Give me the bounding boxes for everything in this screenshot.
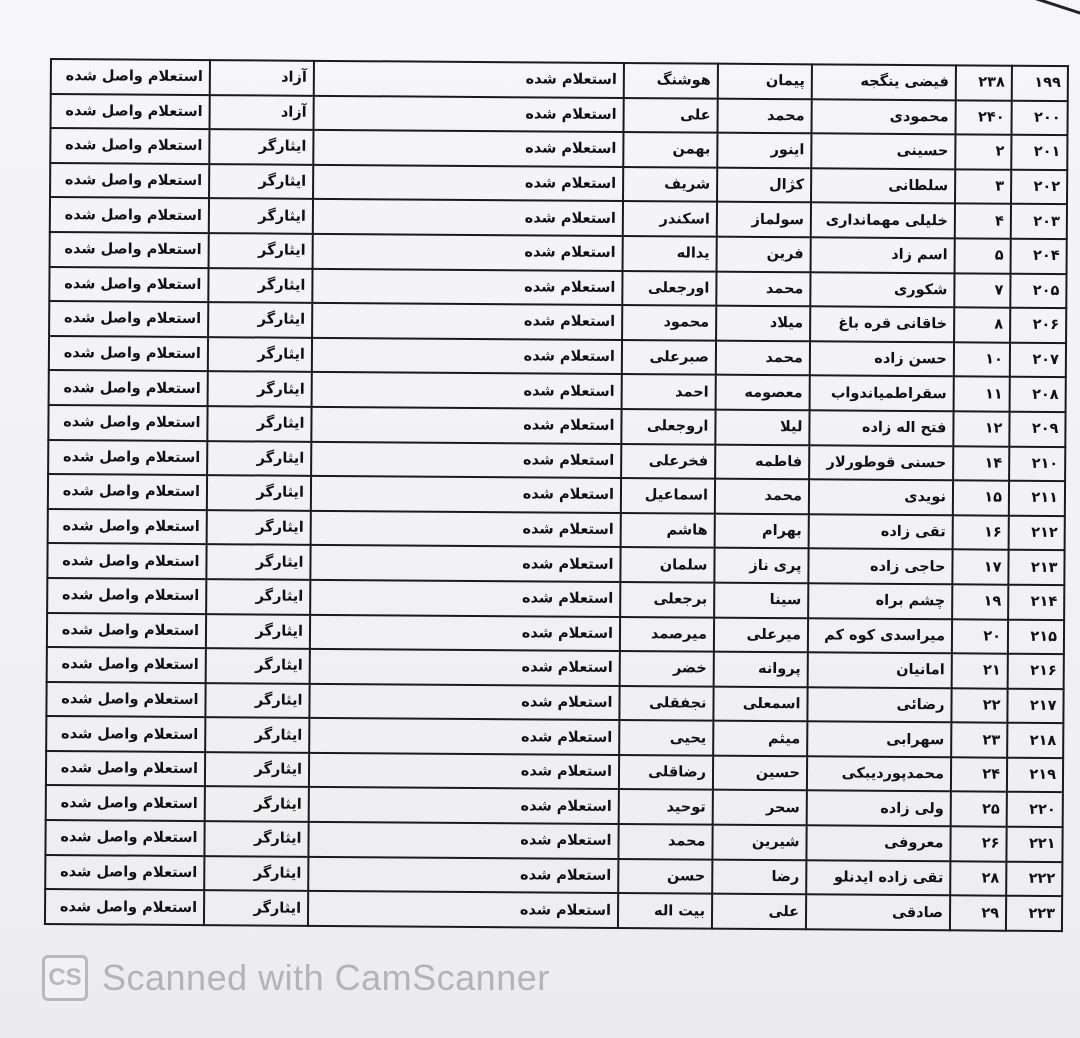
row-number-cell: ۲۲۳ bbox=[1006, 896, 1062, 931]
status-cell: استعلام واصل شده bbox=[49, 301, 208, 337]
code-cell: ۲ bbox=[955, 135, 1011, 170]
inquiry-cell: استعلام شده bbox=[313, 234, 623, 271]
last-name-cell: حسنی قوطورلار bbox=[809, 445, 953, 481]
category-cell: ایثارگر bbox=[209, 233, 313, 268]
father-name-cell: فخرعلی bbox=[621, 444, 715, 479]
inquiry-cell: استعلام شده bbox=[312, 372, 622, 409]
code-cell: ۲۶ bbox=[950, 826, 1006, 861]
first-name-cell: بهرام bbox=[715, 513, 809, 548]
father-name-cell: یداله bbox=[623, 236, 717, 271]
code-cell: ۲۴۰ bbox=[955, 100, 1011, 135]
inquiry-cell: استعلام شده bbox=[308, 856, 618, 893]
status-cell: استعلام واصل شده bbox=[49, 267, 208, 303]
last-name-cell: فیضی ینگجه bbox=[812, 64, 956, 100]
first-name-cell: محمد bbox=[717, 98, 811, 133]
first-name-cell: محمد bbox=[715, 479, 809, 514]
father-name-cell: صبرعلی bbox=[622, 340, 716, 375]
first-name-cell: پیمان bbox=[718, 64, 812, 99]
status-cell: استعلام واصل شده bbox=[46, 785, 205, 821]
inquiry-cell: استعلام شده bbox=[313, 199, 623, 236]
inquiry-cell: استعلام شده bbox=[313, 165, 623, 202]
code-cell: ۱۶ bbox=[953, 515, 1009, 550]
row-number-cell: ۱۹۹ bbox=[1012, 66, 1068, 101]
row-number-cell: ۲۱۶ bbox=[1008, 654, 1064, 689]
father-name-cell: توحید bbox=[619, 789, 713, 824]
first-name-cell: فرین bbox=[717, 237, 811, 272]
category-cell: ایثارگر bbox=[207, 406, 311, 441]
father-name-cell: محمد bbox=[618, 824, 712, 859]
last-name-cell: معروفی bbox=[806, 825, 950, 861]
father-name-cell: احمد bbox=[622, 374, 716, 409]
inquiry-cell: استعلام شده bbox=[309, 684, 619, 721]
first-name-cell: سینا bbox=[714, 583, 808, 618]
row-number-cell: ۲۱۹ bbox=[1007, 758, 1063, 793]
inquiry-cell: استعلام شده bbox=[310, 649, 620, 686]
row-number-cell: ۲۰۸ bbox=[1010, 377, 1066, 412]
father-name-cell: یحیی bbox=[619, 720, 713, 755]
last-name-cell: خاقانی قره باغ bbox=[810, 306, 954, 342]
category-cell: ایثارگر bbox=[206, 544, 310, 579]
last-name-cell: امانیان bbox=[808, 652, 952, 688]
roster-table bbox=[44, 58, 1069, 932]
inquiry-cell: استعلام شده bbox=[313, 130, 623, 167]
inquiry-cell: استعلام شده bbox=[308, 891, 618, 928]
last-name-cell: رضائی bbox=[807, 687, 951, 723]
status-cell: استعلام واصل شده bbox=[47, 612, 206, 648]
last-name-cell: اسم زاد bbox=[811, 237, 955, 273]
row-number-cell: ۲۱۱ bbox=[1009, 481, 1065, 516]
table-row bbox=[45, 889, 1062, 931]
code-cell: ۵ bbox=[955, 238, 1011, 273]
code-cell: ۷ bbox=[954, 273, 1010, 308]
code-cell: ۱۰ bbox=[954, 342, 1010, 377]
father-name-cell: اسماعیل bbox=[621, 478, 715, 513]
last-name-cell: حاجی زاده bbox=[808, 549, 952, 585]
category-cell: آزاد bbox=[210, 95, 314, 130]
watermark-text: Scanned with CamScanner bbox=[102, 957, 550, 998]
code-cell: ۱۴ bbox=[953, 446, 1009, 481]
first-name-cell: رضا bbox=[712, 859, 806, 894]
row-number-cell: ۲۱۵ bbox=[1008, 619, 1064, 654]
father-name-cell: اورجعلی bbox=[622, 271, 716, 306]
code-cell: ۲۰ bbox=[952, 619, 1008, 654]
inquiry-cell: استعلام شده bbox=[311, 441, 621, 478]
first-name-cell: میثم bbox=[713, 721, 807, 756]
row-number-cell: ۲۱۴ bbox=[1008, 585, 1064, 620]
row-number-cell: ۲۱۸ bbox=[1007, 723, 1063, 758]
category-cell: ایثارگر bbox=[206, 579, 310, 614]
code-cell: ۳ bbox=[955, 169, 1011, 204]
row-number-cell: ۲۰۴ bbox=[1011, 239, 1067, 274]
category-cell: ایثارگر bbox=[206, 614, 310, 649]
father-name-cell: اسکندر bbox=[623, 201, 717, 236]
code-cell: ۲۸ bbox=[950, 861, 1006, 896]
first-name-cell: حسین bbox=[713, 756, 807, 791]
category-cell: ایثارگر bbox=[208, 337, 312, 372]
first-name-cell: میرعلی bbox=[714, 617, 808, 652]
father-name-cell: اروجعلی bbox=[621, 409, 715, 444]
category-cell: ایثارگر bbox=[204, 890, 308, 925]
category-cell: ایثارگر bbox=[205, 717, 309, 752]
code-cell: ۲۹ bbox=[950, 896, 1006, 931]
inquiry-cell: استعلام شده bbox=[311, 511, 621, 548]
first-name-cell: سولماز bbox=[717, 202, 811, 237]
first-name-cell: معصومه bbox=[716, 375, 810, 410]
category-cell: ایثارگر bbox=[204, 856, 308, 891]
father-name-cell: شریف bbox=[623, 167, 717, 202]
inquiry-cell: استعلام شده bbox=[312, 268, 622, 305]
last-name-cell: چشم براه bbox=[808, 583, 952, 619]
father-name-cell: علی bbox=[623, 98, 717, 133]
father-name-cell: برجعلی bbox=[620, 582, 714, 617]
status-cell: استعلام واصل شده bbox=[45, 889, 204, 925]
category-cell: ایثارگر bbox=[209, 129, 313, 164]
first-name-cell: میلاد bbox=[716, 306, 810, 341]
row-number-cell: ۲۰۹ bbox=[1009, 412, 1065, 447]
row-number-cell: ۲۱۰ bbox=[1009, 446, 1065, 481]
roster-body bbox=[45, 59, 1068, 931]
first-name-cell: اسمعلی bbox=[713, 686, 807, 721]
last-name-cell: تقی زاده ایدنلو bbox=[806, 860, 950, 896]
category-cell: ایثارگر bbox=[207, 441, 311, 476]
last-name-cell: سلطانی bbox=[811, 168, 955, 204]
father-name-cell: نجفقلی bbox=[619, 686, 713, 721]
code-cell: ۲۱ bbox=[952, 653, 1008, 688]
row-number-cell: ۲۰۶ bbox=[1010, 308, 1066, 343]
category-cell: ایثارگر bbox=[209, 198, 313, 233]
code-cell: ۲۳۸ bbox=[956, 65, 1012, 100]
category-cell: ایثارگر bbox=[206, 648, 310, 683]
inquiry-cell: استعلام شده bbox=[312, 338, 622, 375]
status-cell: استعلام واصل شده bbox=[48, 509, 207, 545]
inquiry-cell: استعلام شده bbox=[310, 614, 620, 651]
inquiry-cell: استعلام شده bbox=[308, 822, 618, 859]
inquiry-cell: استعلام شده bbox=[311, 476, 621, 513]
last-name-cell: میراسدی کوه کم bbox=[808, 618, 952, 654]
row-number-cell: ۲۰۳ bbox=[1011, 204, 1067, 239]
inquiry-cell: استعلام شده bbox=[311, 407, 621, 444]
status-cell: استعلام واصل شده bbox=[50, 232, 209, 268]
code-cell: ۱۱ bbox=[954, 377, 1010, 412]
status-cell: استعلام واصل شده bbox=[48, 474, 207, 510]
last-name-cell: سهرابی bbox=[807, 722, 951, 758]
category-cell: آزاد bbox=[210, 60, 314, 95]
inquiry-cell: استعلام شده bbox=[314, 61, 624, 98]
status-cell: استعلام واصل شده bbox=[50, 197, 209, 233]
first-name-cell: اینور bbox=[717, 133, 811, 168]
row-number-cell: ۲۱۷ bbox=[1007, 688, 1063, 723]
category-cell: ایثارگر bbox=[207, 475, 311, 510]
row-number-cell: ۲۲۲ bbox=[1006, 861, 1062, 896]
row-number-cell: ۲۲۱ bbox=[1006, 827, 1062, 862]
status-cell: استعلام واصل شده bbox=[51, 59, 210, 95]
inquiry-cell: استعلام شده bbox=[309, 753, 619, 790]
first-name-cell: محمد bbox=[716, 271, 810, 306]
first-name-cell: سحر bbox=[713, 790, 807, 825]
code-cell: ۱۵ bbox=[953, 480, 1009, 515]
first-name-cell: کژال bbox=[717, 167, 811, 202]
first-name-cell: محمد bbox=[716, 340, 810, 375]
father-name-cell: سلمان bbox=[620, 547, 714, 582]
last-name-cell: محمدپوردیبکی bbox=[807, 756, 951, 792]
inquiry-cell: استعلام شده bbox=[314, 95, 624, 132]
first-name-cell: پروانه bbox=[714, 652, 808, 687]
status-cell: استعلام واصل شده bbox=[48, 440, 207, 476]
last-name-cell: محمودی bbox=[811, 99, 955, 135]
father-name-cell: بهمن bbox=[623, 132, 717, 167]
status-cell: استعلام واصل شده bbox=[50, 163, 209, 199]
category-cell: ایثارگر bbox=[205, 787, 309, 822]
inquiry-cell: استعلام شده bbox=[312, 303, 622, 340]
father-name-cell: هاشم bbox=[621, 513, 715, 548]
category-cell: ایثارگر bbox=[208, 371, 312, 406]
last-name-cell: نویدی bbox=[809, 479, 953, 515]
first-name-cell: فاطمه bbox=[715, 444, 809, 479]
code-cell: ۸ bbox=[954, 307, 1010, 342]
father-name-cell: خضر bbox=[620, 651, 714, 686]
inquiry-cell: استعلام شده bbox=[309, 787, 619, 824]
code-cell: ۱۲ bbox=[953, 411, 1009, 446]
first-name-cell: لیلا bbox=[715, 410, 809, 445]
last-name-cell: ولی زاده bbox=[807, 791, 951, 827]
last-name-cell: صادقی bbox=[806, 895, 950, 931]
status-cell: استعلام واصل شده bbox=[47, 647, 206, 683]
status-cell: استعلام واصل شده bbox=[51, 94, 210, 130]
row-number-cell: ۲۲۰ bbox=[1007, 792, 1063, 827]
last-name-cell: فتح اله زاده bbox=[809, 410, 953, 446]
status-cell: استعلام واصل شده bbox=[47, 543, 206, 579]
first-name-cell: شیرین bbox=[712, 825, 806, 860]
status-cell: استعلام واصل شده bbox=[49, 336, 208, 372]
code-cell: ۴ bbox=[955, 204, 1011, 239]
status-cell: استعلام واصل شده bbox=[46, 716, 205, 752]
code-cell: ۲۳ bbox=[951, 723, 1007, 758]
status-cell: استعلام واصل شده bbox=[48, 405, 207, 441]
camscanner-logo-icon: CS bbox=[42, 955, 88, 1001]
status-cell: استعلام واصل شده bbox=[49, 370, 208, 406]
row-number-cell: ۲۰۷ bbox=[1010, 342, 1066, 377]
inquiry-cell: استعلام شده bbox=[309, 718, 619, 755]
last-name-cell: شکوری bbox=[810, 272, 954, 308]
code-cell: ۲۵ bbox=[951, 792, 1007, 827]
code-cell: ۱۹ bbox=[952, 584, 1008, 619]
status-cell: استعلام واصل شده bbox=[45, 820, 204, 856]
status-cell: استعلام واصل شده bbox=[46, 682, 205, 718]
category-cell: ایثارگر bbox=[205, 683, 309, 718]
inquiry-cell: استعلام شده bbox=[310, 545, 620, 582]
category-cell: ایثارگر bbox=[205, 752, 309, 787]
category-cell: ایثارگر bbox=[208, 268, 312, 303]
category-cell: ایثارگر bbox=[204, 821, 308, 856]
father-name-cell: بیت اله bbox=[618, 893, 712, 928]
row-number-cell: ۲۱۲ bbox=[1009, 515, 1065, 550]
father-name-cell: هوشنگ bbox=[624, 63, 718, 98]
category-cell: ایثارگر bbox=[208, 302, 312, 337]
category-cell: ایثارگر bbox=[209, 164, 313, 199]
code-cell: ۱۷ bbox=[952, 550, 1008, 585]
row-number-cell: ۲۰۱ bbox=[1011, 135, 1067, 170]
father-name-cell: رضاقلی bbox=[619, 755, 713, 790]
row-number-cell: ۲۱۳ bbox=[1008, 550, 1064, 585]
father-name-cell: حسن bbox=[618, 859, 712, 894]
row-number-cell: ۲۰۲ bbox=[1011, 169, 1067, 204]
row-number-cell: ۲۰۵ bbox=[1010, 273, 1066, 308]
first-name-cell: پری ناز bbox=[714, 548, 808, 583]
father-name-cell: محمود bbox=[622, 305, 716, 340]
code-cell: ۲۲ bbox=[951, 688, 1007, 723]
status-cell: استعلام واصل شده bbox=[47, 578, 206, 614]
last-name-cell: حسن زاده bbox=[810, 341, 954, 377]
last-name-cell: سقراطمیاندواب bbox=[810, 376, 954, 412]
code-cell: ۲۴ bbox=[951, 757, 1007, 792]
first-name-cell: علی bbox=[712, 894, 806, 929]
category-cell: ایثارگر bbox=[207, 510, 311, 545]
last-name-cell: تقی زاده bbox=[809, 514, 953, 550]
row-number-cell: ۲۰۰ bbox=[1011, 100, 1067, 135]
last-name-cell: خلیلی مهمانداری bbox=[811, 203, 955, 239]
status-cell: استعلام واصل شده bbox=[45, 855, 204, 891]
status-cell: استعلام واصل شده bbox=[46, 751, 205, 787]
last-name-cell: حسینی bbox=[811, 134, 955, 170]
camscanner-watermark bbox=[42, 954, 550, 1002]
inquiry-cell: استعلام شده bbox=[310, 580, 620, 617]
father-name-cell: میرصمد bbox=[620, 616, 714, 651]
status-cell: استعلام واصل شده bbox=[50, 128, 209, 164]
